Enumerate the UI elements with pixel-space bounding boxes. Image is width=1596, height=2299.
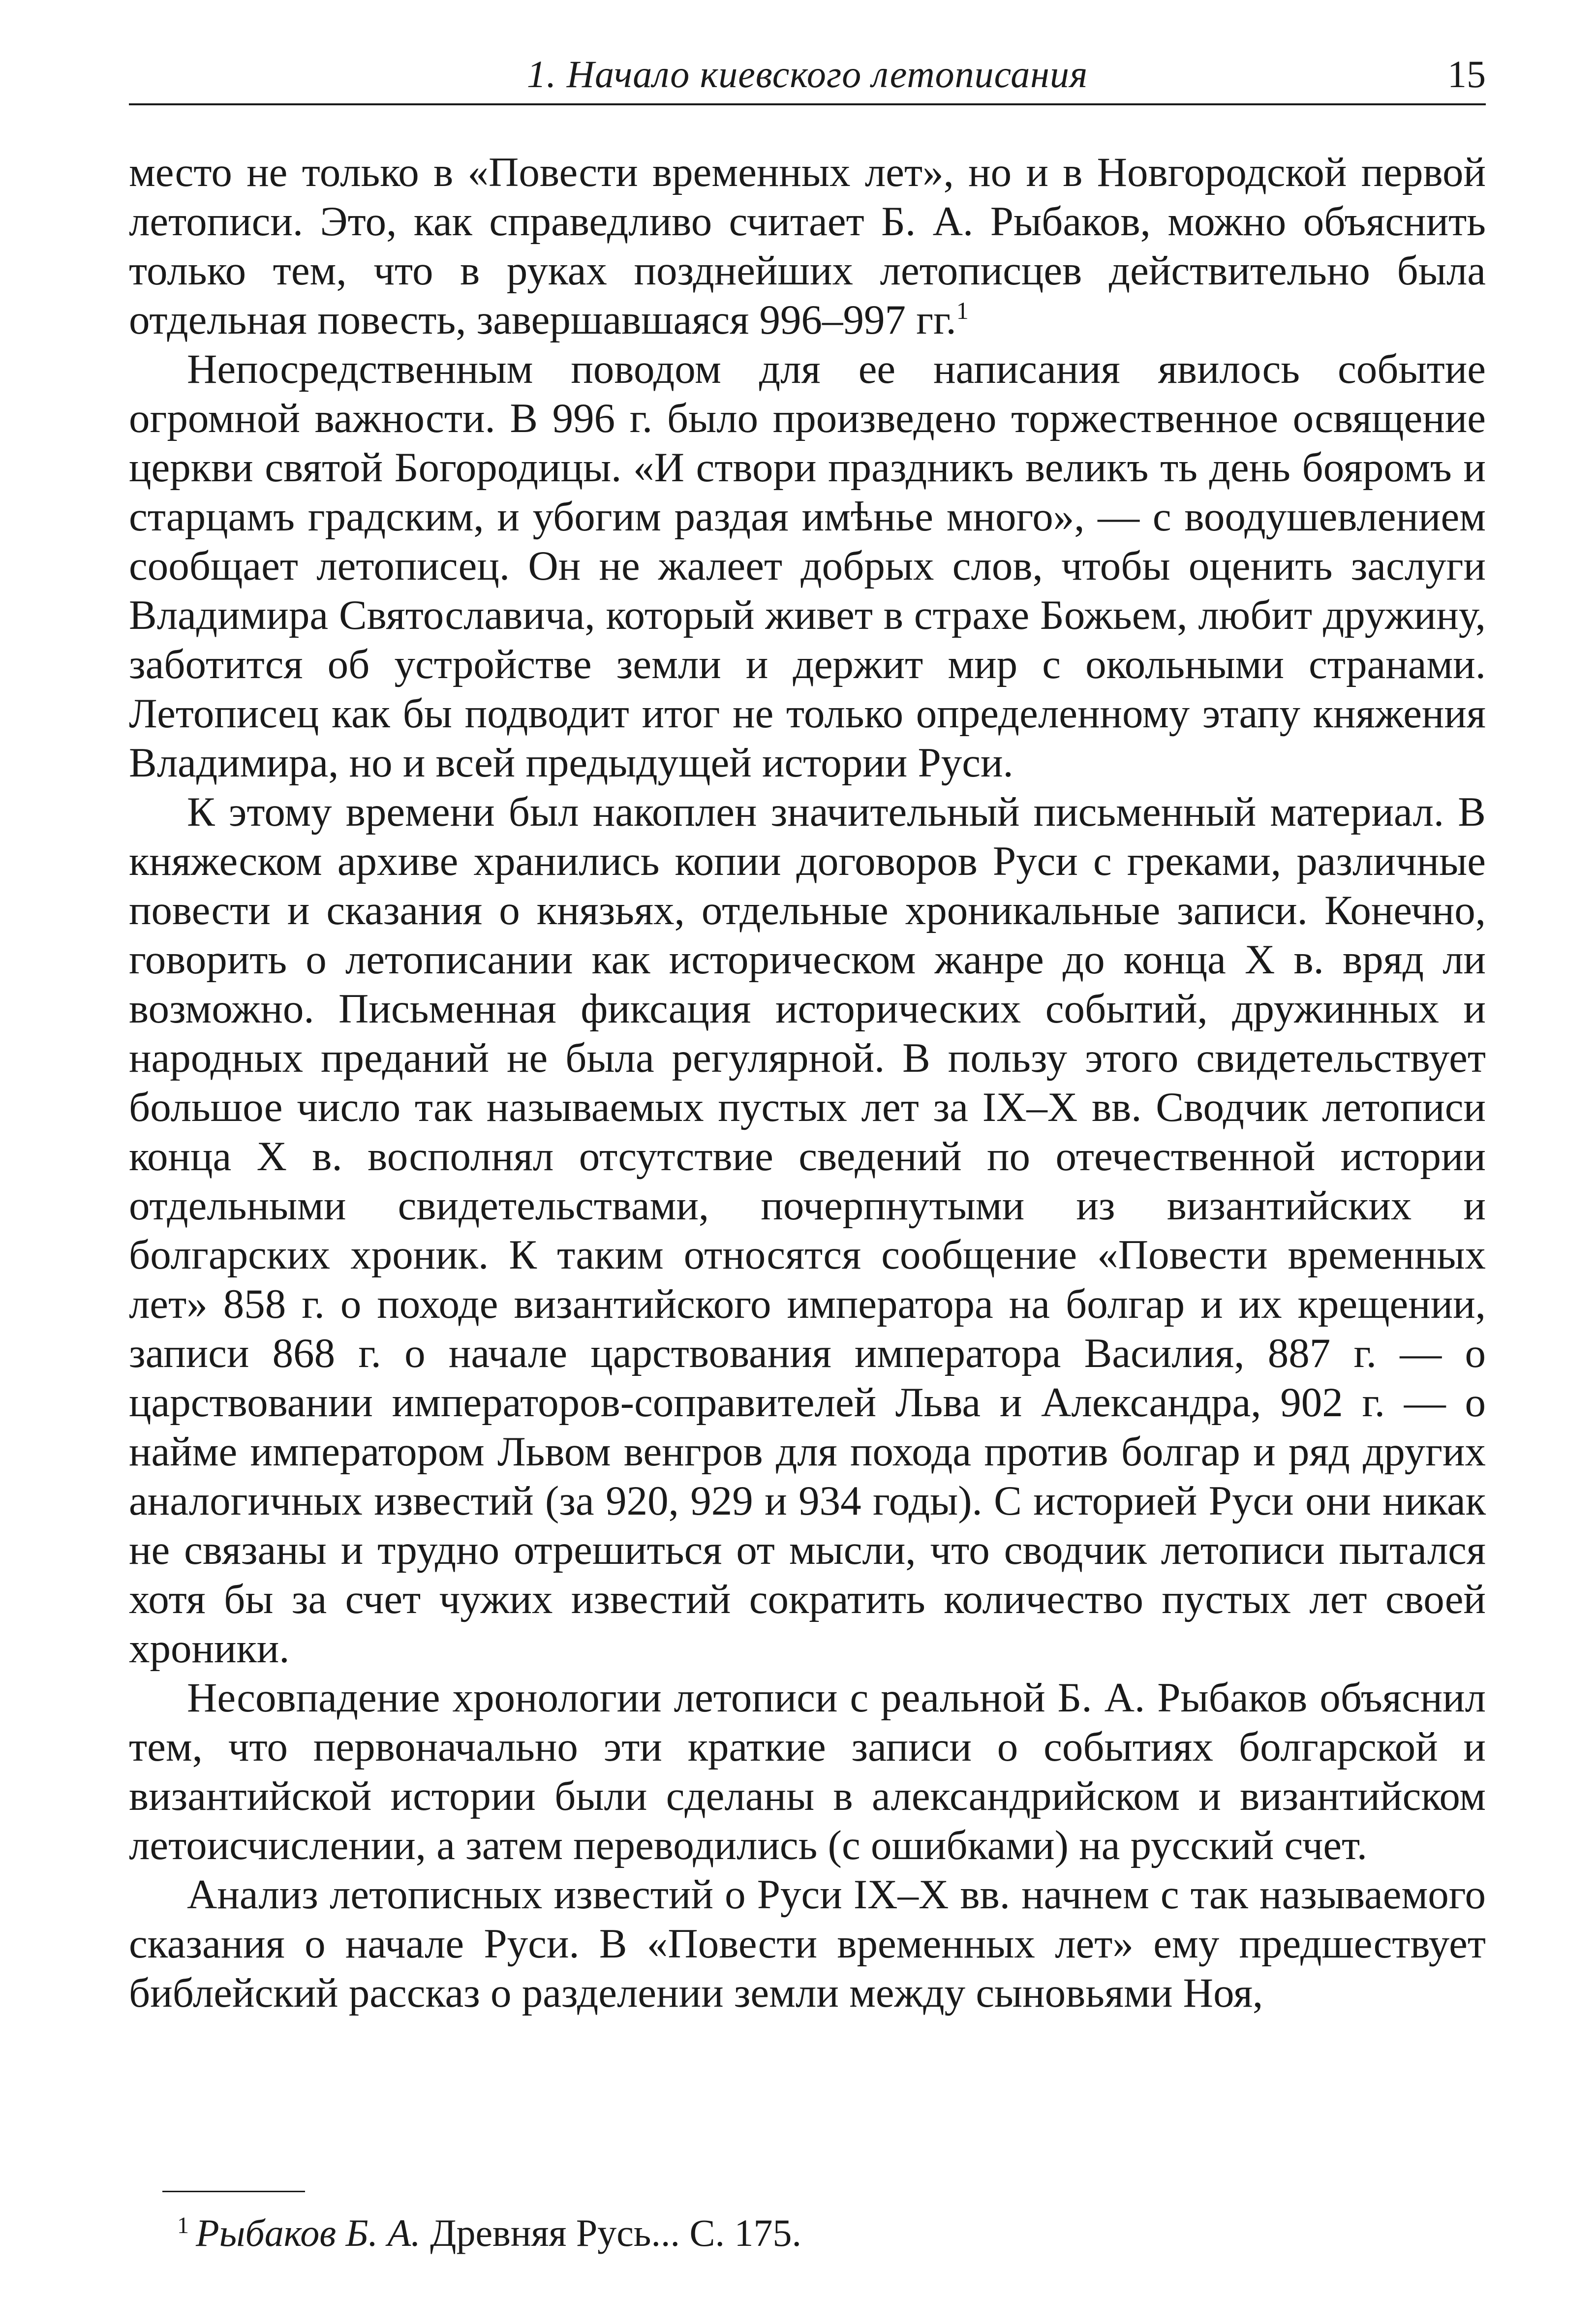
footnote-text: Древняя Русь... С. 175.	[430, 2211, 801, 2254]
paragraph-5: Анализ летописных известий о Руси IX–X вв. начнем с так называемого сказания о начале Руси. В «Повести временных лет» ему предшествует библейский рассказ о разделении земли между сыновьями Ноя,	[129, 1871, 1486, 2016]
footnote-mark: 1	[177, 2212, 189, 2238]
chapter-title: 1. Начало киевского летописания	[526, 53, 1088, 95]
body-text	[129, 148, 1486, 2018]
footnote-rule	[162, 2191, 305, 2192]
paragraph-1-text: место не только в «Повести временных лет», но и в Новгородской первой летописи. Это, как справедливо считает Б. А. Рыбаков, можно объяснить только тем, что в руках позднейших летописцев действительно была отдельная повесть, завершавшаяся 996–997 гг.	[129, 149, 1486, 343]
paragraph-2: Непосредственным поводом для ее написания явилось событие огромной важности. В 996 г. было произведено торжественное освящение церкви святой Богородицы. «И створи праздникъ великъ ть день бояромъ и старцамъ градским, и убогим раздая имѣнье много», — с воодушевлением сообщает летописец. Он не жалеет добрых слов, чтобы оценить заслуги Владимира Святославича, который живет в страхе Божьем, любит дружину, заботится об устройстве земли и держит мир с окольными странами. Летописец как бы подводит итог не только определенному этапу княжения Владимира, но и всей предыдущей истории Руси.	[129, 346, 1486, 786]
paragraph-3: К этому времени был накоплен значительный письменный материал. В княжеском архиве хранились копии договоров Руси с греками, различные повести и сказания о князьях, отдельные хроникальные записи. Конечно, говорить о летописании как историческом жанре до конца X в. вряд ли возможно. Письменная фиксация исторических событий, дружинных и народных преданий не была регулярной. В пользу этого свидетельствует большое число так называемых пустых лет за IX–X вв. Сводчик летописи конца X в. восполнял отсутствие сведений по отечественной истории отдельными свидетельствами, почерпнутыми из византийских и болгарских хроник. К таким относятся сообщение «Повести временных лет» 858 г. о походе византийского императора на болгар и их крещении, записи 868 г. о начале царствования императора Василия, 887 г. — о царствовании императоров-соправителей Льва и Александра, 902 г. — о найме императором Львом венгров для похода против болгар и ряд других аналогичных известий (за 920, 929 и 934 годы). С историей Руси они никак не связаны и трудно отрешиться от мысли, что сводчик летописи пытался хотя бы за счет чужих известий сократить количество пустых лет своей хроники.	[129, 789, 1486, 1672]
paragraph-1	[129, 148, 1486, 344]
footnote	[177, 2199, 801, 2260]
footnote-reference: 1	[956, 297, 969, 324]
footnote-author: Рыбаков Б. А.	[196, 2211, 421, 2254]
running-head	[129, 47, 1486, 101]
header-rule	[129, 103, 1486, 105]
paragraph-4: Несовпадение хронологии летописи с реальной Б. А. Рыбаков объяснил тем, что первоначально эти краткие записи о событиях болгарской и византийской истории были сделаны в александрийском и византийском летоисчислении, а затем переводились (с ошибками) на русский счет.	[129, 1675, 1486, 1868]
page-number: 15	[1447, 53, 1486, 95]
